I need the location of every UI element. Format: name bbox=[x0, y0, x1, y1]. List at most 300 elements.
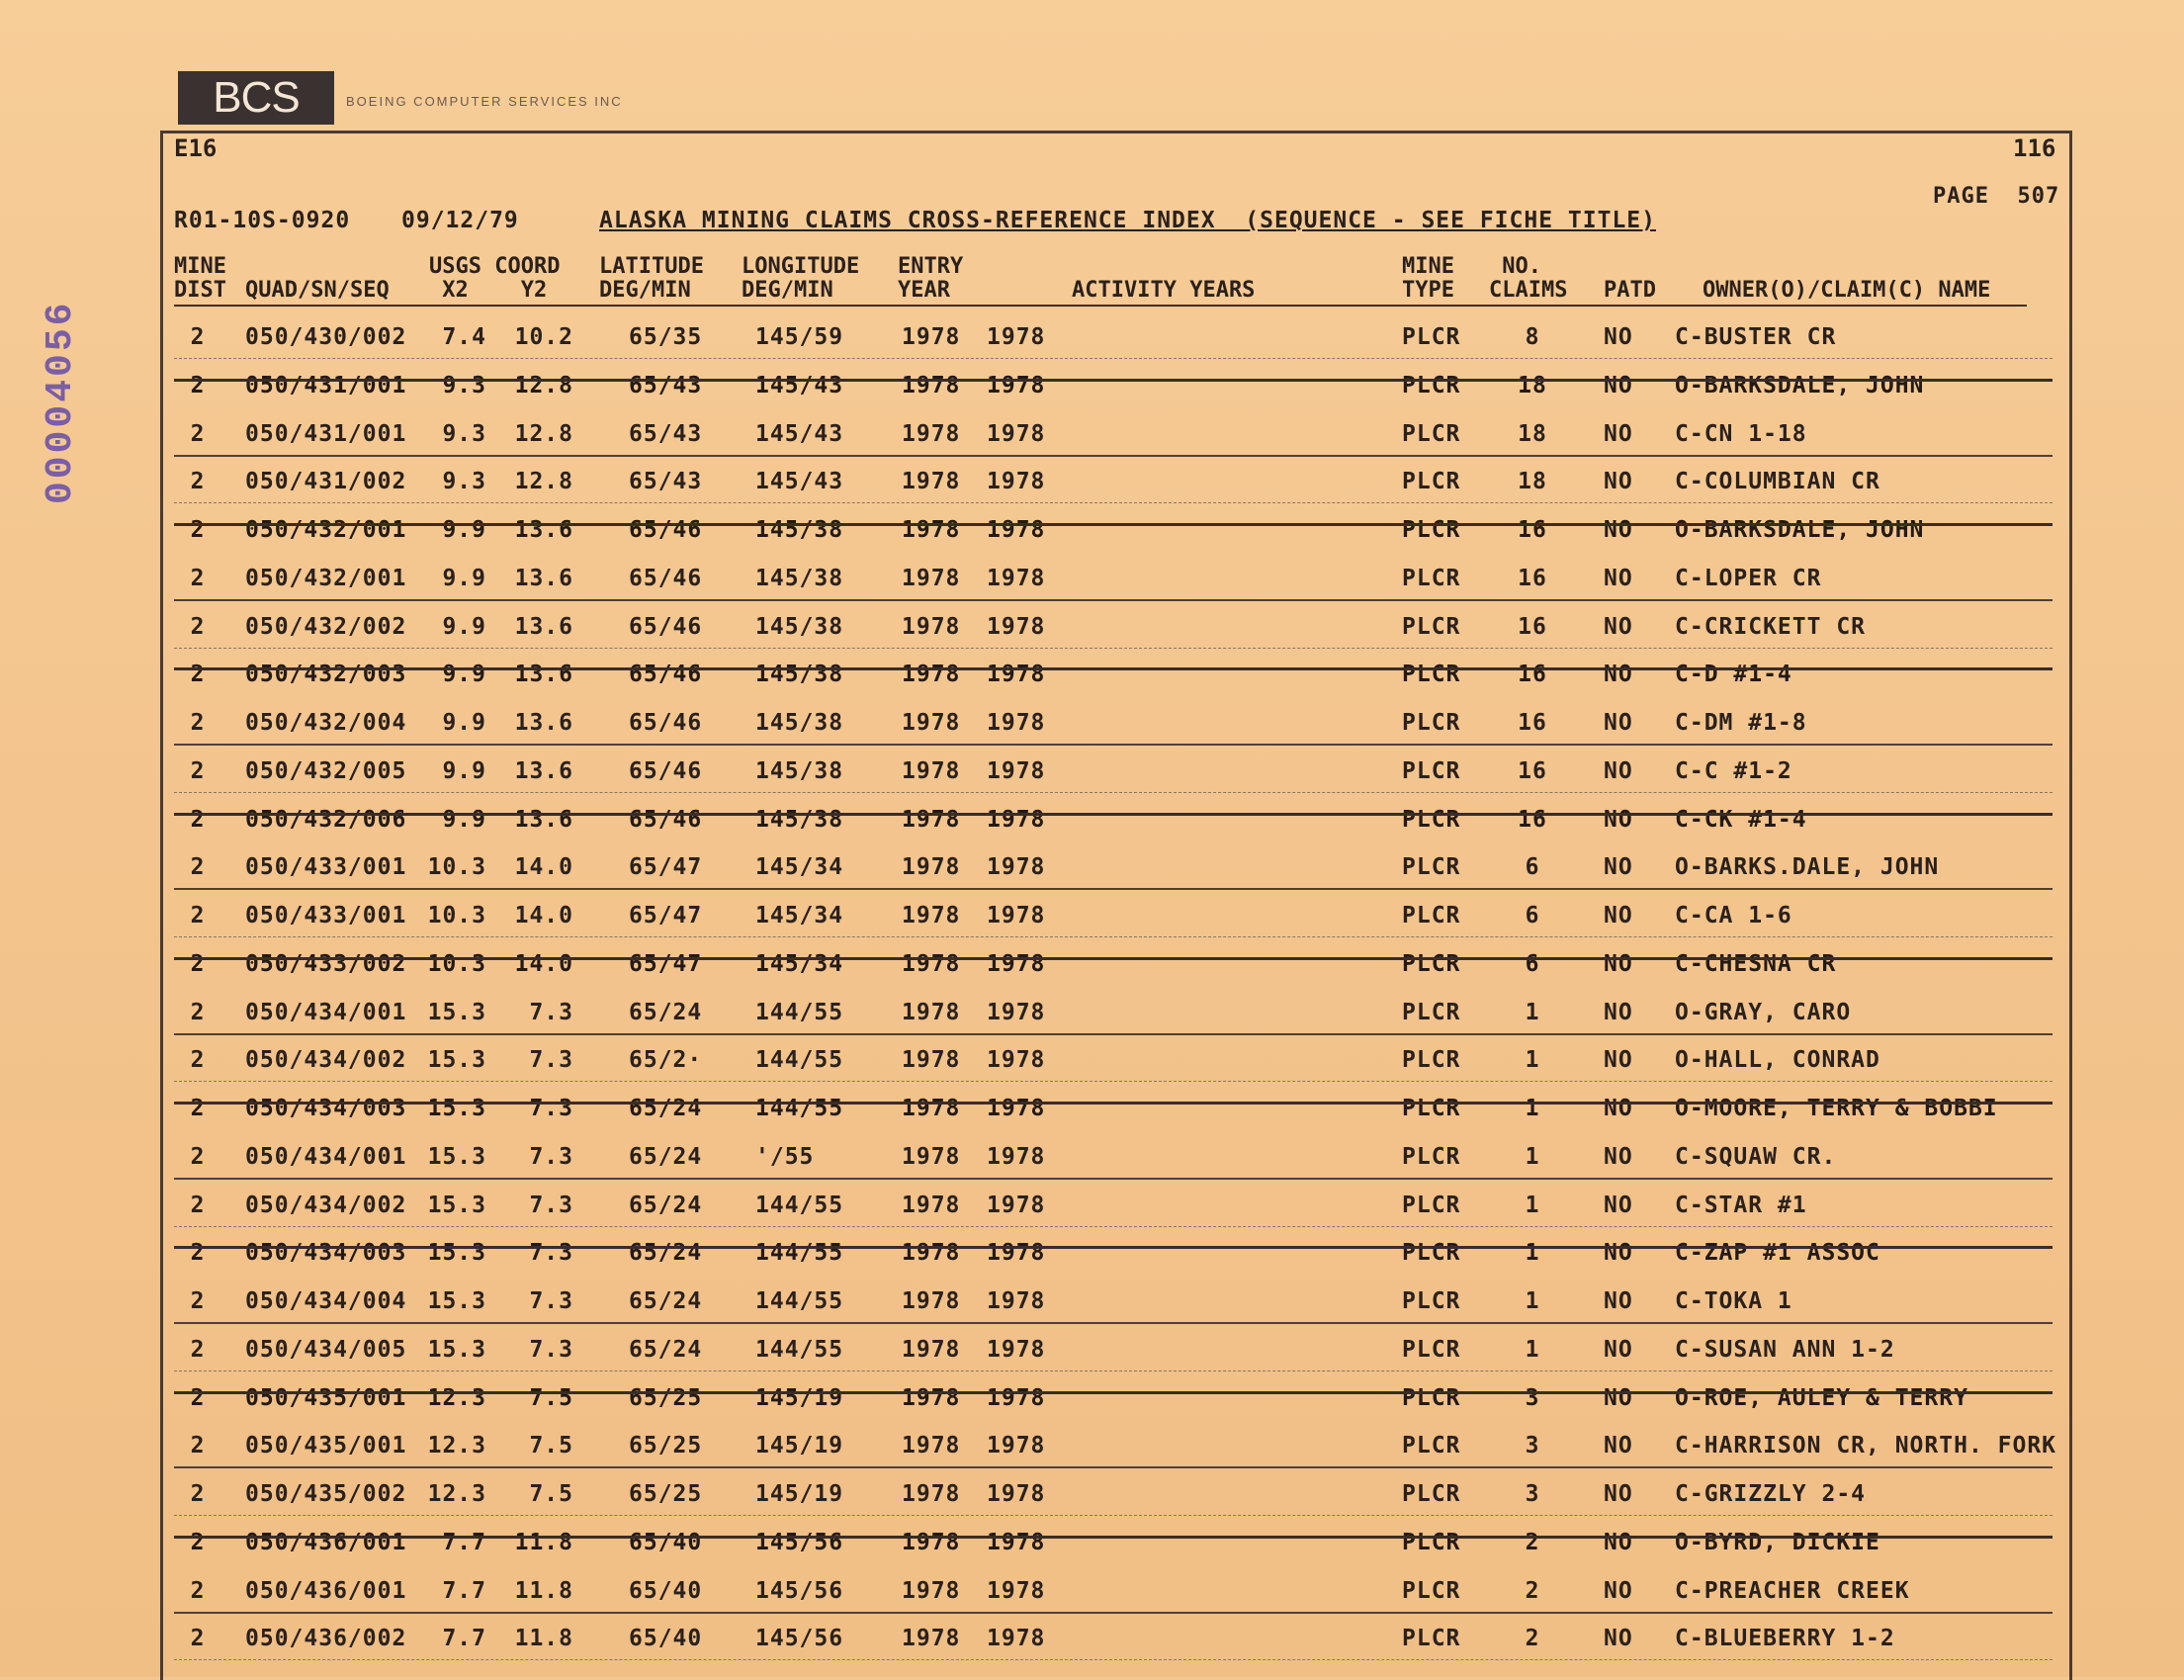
activity-year-cell: 1978 bbox=[987, 1626, 1046, 1652]
mine-type-cell: PLCR bbox=[1402, 1096, 1461, 1121]
bcs-logo-subtext: BOEING COMPUTER SERVICES INC bbox=[346, 94, 623, 109]
row-rule bbox=[174, 1226, 2053, 1227]
table-row bbox=[0, 990, 2184, 1037]
entry-year-cell: 1978 bbox=[902, 517, 961, 543]
longitude-cell: 145/38 bbox=[755, 757, 844, 784]
patd-cell: NO bbox=[1604, 324, 1633, 350]
mine-dist-cell: 2 bbox=[190, 1529, 206, 1555]
row-rule bbox=[174, 1612, 2053, 1614]
patd-cell: NO bbox=[1604, 854, 1633, 881]
strikethrough-rule bbox=[174, 957, 2053, 960]
patd-cell: NO bbox=[1604, 950, 1633, 977]
patd-cell: NO bbox=[1604, 1288, 1633, 1314]
usgs-y2-cell: 7.5 bbox=[529, 1433, 573, 1459]
usgs-y2-cell: 13.6 bbox=[514, 613, 573, 640]
mine-dist-cell: 2 bbox=[190, 1577, 206, 1604]
usgs-y2-cell: 7.3 bbox=[529, 1288, 573, 1314]
activity-year-cell: 1978 bbox=[987, 1384, 1046, 1411]
claims-cell: 3 bbox=[1525, 1481, 1540, 1507]
longitude-cell: '/55 bbox=[755, 1143, 815, 1170]
mine-dist-cell: 2 bbox=[190, 1336, 206, 1363]
longitude-cell: 145/38 bbox=[755, 710, 844, 736]
owner-claim-name-cell: C-BLUEBERRY 1-2 bbox=[1675, 1626, 1895, 1652]
quad-cell: 050/434/001 bbox=[245, 999, 407, 1025]
table-row bbox=[0, 844, 2184, 892]
quad-cell: 050/430/002 bbox=[245, 324, 407, 350]
mine-dist-cell: 2 bbox=[190, 613, 206, 640]
col-usgs-coord: USGS COORD X2 Y2 bbox=[429, 254, 561, 303]
latitude-cell: 65/43 bbox=[629, 469, 703, 495]
mine-type-cell: PLCR bbox=[1402, 1626, 1461, 1652]
owner-claim-name-cell: O-BARKSDALE, JOHN bbox=[1675, 372, 1925, 398]
fiche-corner-left: E16 bbox=[174, 134, 218, 162]
table-row bbox=[0, 1134, 2184, 1182]
mine-dist-cell: 2 bbox=[190, 1626, 206, 1652]
col-latitude: LATITUDE DEG/MIN bbox=[599, 254, 704, 303]
row-rule bbox=[174, 358, 2053, 359]
patd-cell: NO bbox=[1604, 1143, 1633, 1170]
activity-year-cell: 1978 bbox=[987, 1143, 1046, 1170]
longitude-cell: 144/55 bbox=[755, 1288, 844, 1314]
longitude-cell: 145/19 bbox=[755, 1481, 844, 1507]
owner-claim-name-cell: C-SQUAW CR. bbox=[1675, 1143, 1837, 1170]
patd-cell: NO bbox=[1604, 1384, 1633, 1411]
mine-dist-cell: 2 bbox=[190, 999, 206, 1025]
activity-year-cell: 1978 bbox=[987, 950, 1046, 977]
quad-cell: 050/431/001 bbox=[245, 372, 407, 398]
latitude-cell: 65/40 bbox=[629, 1626, 703, 1652]
entry-year-cell: 1978 bbox=[902, 806, 961, 833]
mine-type-cell: PLCR bbox=[1402, 1288, 1461, 1314]
latitude-cell: 65/47 bbox=[629, 950, 703, 977]
patd-cell: NO bbox=[1604, 999, 1633, 1025]
mine-type-cell: PLCR bbox=[1402, 662, 1461, 688]
table-row bbox=[0, 797, 2184, 844]
document-stamp-number: 00004056 bbox=[40, 300, 82, 504]
owner-claim-name-cell: C-TOKA 1 bbox=[1675, 1288, 1792, 1314]
owner-claim-name-cell: C-PREACHER CREEK bbox=[1675, 1577, 1910, 1604]
mine-dist-cell: 2 bbox=[190, 1047, 206, 1074]
table-row bbox=[0, 1471, 2184, 1519]
claims-cell: 6 bbox=[1525, 950, 1540, 977]
table-row bbox=[0, 314, 2184, 362]
mine-dist-cell: 2 bbox=[190, 1143, 206, 1170]
activity-year-cell: 1978 bbox=[987, 1481, 1046, 1507]
mine-type-cell: PLCR bbox=[1402, 854, 1461, 881]
claims-cell: 16 bbox=[1518, 565, 1547, 591]
usgs-x2-cell: 9.3 bbox=[442, 372, 486, 398]
mine-type-cell: PLCR bbox=[1402, 999, 1461, 1025]
col-owner-claim-name: OWNER(O)/CLAIM(C) NAME bbox=[1703, 278, 1991, 303]
patd-cell: NO bbox=[1604, 662, 1633, 688]
report-title: ALASKA MINING CLAIMS CROSS-REFERENCE INDEX (SEQUENCE - SEE FICHE TITLE) bbox=[599, 208, 1656, 233]
quad-cell: 050/436/002 bbox=[245, 1626, 407, 1652]
patd-cell: NO bbox=[1604, 1481, 1633, 1507]
claims-cell: 16 bbox=[1518, 757, 1547, 784]
owner-claim-name-cell: C-ZAP #1 ASSOC bbox=[1675, 1240, 1880, 1267]
mine-type-cell: PLCR bbox=[1402, 1240, 1461, 1267]
table-row bbox=[0, 1375, 2184, 1423]
claims-cell: 1 bbox=[1525, 999, 1540, 1025]
latitude-cell: 65/46 bbox=[629, 613, 703, 640]
activity-year-cell: 1978 bbox=[987, 469, 1046, 495]
owner-claim-name-cell: C-CRICKETT CR bbox=[1675, 613, 1867, 640]
mine-dist-cell: 2 bbox=[190, 710, 206, 736]
activity-year-cell: 1978 bbox=[987, 1096, 1046, 1121]
usgs-x2-cell: 15.3 bbox=[427, 1240, 486, 1267]
claims-cell: 1 bbox=[1525, 1288, 1540, 1314]
report-date: 09/12/79 bbox=[401, 208, 519, 233]
longitude-cell: 144/55 bbox=[755, 1336, 844, 1363]
usgs-y2-cell: 13.6 bbox=[514, 710, 573, 736]
quad-cell: 050/432/004 bbox=[245, 710, 407, 736]
row-rule bbox=[174, 1659, 2053, 1660]
col-activity-years: ACTIVITY YEARS bbox=[1072, 278, 1256, 303]
patd-cell: NO bbox=[1604, 420, 1633, 447]
owner-claim-name-cell: C-CHESNA CR bbox=[1675, 950, 1837, 977]
patd-cell: NO bbox=[1604, 1529, 1633, 1555]
mine-type-cell: PLCR bbox=[1402, 806, 1461, 833]
entry-year-cell: 1978 bbox=[902, 950, 961, 977]
latitude-cell: 65/46 bbox=[629, 662, 703, 688]
longitude-cell: 145/19 bbox=[755, 1433, 844, 1459]
col-quad: QUAD/SN/SEQ bbox=[245, 278, 390, 303]
quad-cell: 050/433/001 bbox=[245, 854, 407, 881]
quad-cell: 050/433/002 bbox=[245, 950, 407, 977]
usgs-y2-cell: 13.6 bbox=[514, 757, 573, 784]
longitude-cell: 144/55 bbox=[755, 1096, 844, 1121]
longitude-cell: 145/56 bbox=[755, 1626, 844, 1652]
usgs-x2-cell: 10.3 bbox=[427, 854, 486, 881]
row-rule bbox=[174, 744, 2053, 746]
latitude-cell: 65/46 bbox=[629, 710, 703, 736]
mine-dist-cell: 2 bbox=[190, 324, 206, 350]
activity-year-cell: 1978 bbox=[987, 757, 1046, 784]
patd-cell: NO bbox=[1604, 517, 1633, 543]
activity-year-cell: 1978 bbox=[987, 999, 1046, 1025]
entry-year-cell: 1978 bbox=[902, 372, 961, 398]
header-rule bbox=[174, 305, 2027, 307]
entry-year-cell: 1978 bbox=[902, 1096, 961, 1121]
claims-cell: 8 bbox=[1525, 324, 1540, 350]
mine-dist-cell: 2 bbox=[190, 806, 206, 833]
patd-cell: NO bbox=[1604, 757, 1633, 784]
patd-cell: NO bbox=[1604, 1192, 1633, 1218]
quad-cell: 050/434/005 bbox=[245, 1336, 407, 1363]
claims-cell: 1 bbox=[1525, 1336, 1540, 1363]
owner-claim-name-cell: O-MOORE, TERRY & BOBBI bbox=[1675, 1096, 1998, 1121]
quad-cell: 050/434/003 bbox=[245, 1096, 407, 1121]
latitude-cell: 65/25 bbox=[629, 1481, 703, 1507]
entry-year-cell: 1978 bbox=[902, 662, 961, 688]
row-rule bbox=[174, 792, 2053, 793]
longitude-cell: 145/56 bbox=[755, 1577, 844, 1604]
fiche-corner-right: 116 bbox=[2013, 134, 2056, 162]
entry-year-cell: 1978 bbox=[902, 1433, 961, 1459]
claims-cell: 2 bbox=[1525, 1577, 1540, 1604]
quad-cell: 050/436/001 bbox=[245, 1577, 407, 1604]
usgs-y2-cell: 14.0 bbox=[514, 903, 573, 928]
table-row bbox=[0, 1616, 2184, 1663]
owner-claim-name-cell: C-HARRISON CR, NORTH. FORK bbox=[1675, 1433, 2057, 1459]
claims-cell: 3 bbox=[1525, 1384, 1540, 1411]
mine-type-cell: PLCR bbox=[1402, 1192, 1461, 1218]
activity-year-cell: 1978 bbox=[987, 613, 1046, 640]
table-row bbox=[0, 1230, 2184, 1278]
bcs-logo: BCS bbox=[178, 71, 334, 125]
quad-cell: 050/433/001 bbox=[245, 903, 407, 928]
longitude-cell: 145/34 bbox=[755, 854, 844, 881]
usgs-y2-cell: 7.3 bbox=[529, 1240, 573, 1267]
strikethrough-rule bbox=[174, 1391, 2053, 1394]
strikethrough-rule bbox=[174, 1536, 2053, 1539]
mine-type-cell: PLCR bbox=[1402, 1143, 1461, 1170]
usgs-y2-cell: 12.8 bbox=[514, 469, 573, 495]
col-patd: PATD bbox=[1604, 278, 1656, 303]
usgs-x2-cell: 9.9 bbox=[442, 517, 486, 543]
page-label: PAGE bbox=[1933, 184, 1989, 209]
quad-cell: 050/431/002 bbox=[245, 469, 407, 495]
latitude-cell: 65/46 bbox=[629, 517, 703, 543]
mine-type-cell: PLCR bbox=[1402, 1433, 1461, 1459]
mine-type-cell: PLCR bbox=[1402, 613, 1461, 640]
entry-year-cell: 1978 bbox=[902, 1143, 961, 1170]
longitude-cell: 144/55 bbox=[755, 1192, 844, 1218]
latitude-cell: 65/40 bbox=[629, 1529, 703, 1555]
table-row bbox=[0, 700, 2184, 748]
owner-claim-name-cell: C-COLUMBIAN CR bbox=[1675, 469, 1880, 495]
latitude-cell: 65/35 bbox=[629, 324, 703, 350]
activity-year-cell: 1978 bbox=[987, 1433, 1046, 1459]
table-row bbox=[0, 1520, 2184, 1567]
usgs-x2-cell: 15.3 bbox=[427, 1336, 486, 1363]
usgs-y2-cell: 13.6 bbox=[514, 806, 573, 833]
activity-year-cell: 1978 bbox=[987, 710, 1046, 736]
usgs-y2-cell: 7.5 bbox=[529, 1481, 573, 1507]
entry-year-cell: 1978 bbox=[902, 324, 961, 350]
table-row bbox=[0, 1327, 2184, 1374]
owner-claim-name-cell: O-GRAY, CARO bbox=[1675, 999, 1852, 1025]
quad-cell: 050/432/003 bbox=[245, 662, 407, 688]
mine-dist-cell: 2 bbox=[190, 1096, 206, 1121]
mine-type-cell: PLCR bbox=[1402, 1336, 1461, 1363]
claims-cell: 16 bbox=[1518, 806, 1547, 833]
table-row bbox=[0, 652, 2184, 699]
usgs-x2-cell: 7.4 bbox=[442, 324, 486, 350]
usgs-x2-cell: 15.3 bbox=[427, 1096, 486, 1121]
table-row bbox=[0, 411, 2184, 459]
mine-dist-cell: 2 bbox=[190, 662, 206, 688]
activity-year-cell: 1978 bbox=[987, 324, 1046, 350]
table-row bbox=[0, 749, 2184, 796]
table-row bbox=[0, 893, 2184, 940]
longitude-cell: 145/43 bbox=[755, 420, 844, 447]
mine-dist-cell: 2 bbox=[190, 420, 206, 447]
usgs-y2-cell: 13.6 bbox=[514, 565, 573, 591]
activity-year-cell: 1978 bbox=[987, 903, 1046, 928]
latitude-cell: 65/46 bbox=[629, 806, 703, 833]
page-indicator bbox=[1933, 184, 2059, 209]
quad-cell: 050/431/001 bbox=[245, 420, 407, 447]
strikethrough-rule bbox=[174, 1246, 2053, 1249]
owner-claim-name-cell: C-CK #1-4 bbox=[1675, 806, 1807, 833]
row-rule bbox=[174, 1033, 2053, 1035]
entry-year-cell: 1978 bbox=[902, 999, 961, 1025]
patd-cell: NO bbox=[1604, 372, 1633, 398]
patd-cell: NO bbox=[1604, 1336, 1633, 1363]
entry-year-cell: 1978 bbox=[902, 1288, 961, 1314]
patd-cell: NO bbox=[1604, 1047, 1633, 1074]
quad-cell: 050/435/001 bbox=[245, 1384, 407, 1411]
entry-year-cell: 1978 bbox=[902, 1047, 961, 1074]
mine-dist-cell: 2 bbox=[190, 1192, 206, 1218]
row-rule bbox=[174, 648, 2053, 649]
usgs-y2-cell: 7.3 bbox=[529, 1096, 573, 1121]
usgs-y2-cell: 10.2 bbox=[514, 324, 573, 350]
mine-type-cell: PLCR bbox=[1402, 565, 1461, 591]
mine-type-cell: PLCR bbox=[1402, 710, 1461, 736]
quad-cell: 050/432/005 bbox=[245, 757, 407, 784]
row-rule bbox=[174, 455, 2053, 457]
longitude-cell: 145/43 bbox=[755, 469, 844, 495]
usgs-x2-cell: 9.3 bbox=[442, 420, 486, 447]
table-row bbox=[0, 1423, 2184, 1470]
mine-dist-cell: 2 bbox=[190, 517, 206, 543]
col-mine-dist: MINE DIST bbox=[174, 254, 226, 303]
page-number: 507 bbox=[2017, 184, 2060, 209]
owner-claim-name-cell: C-CA 1-6 bbox=[1675, 903, 1792, 928]
mine-dist-cell: 2 bbox=[190, 1384, 206, 1411]
row-rule bbox=[174, 502, 2053, 503]
usgs-x2-cell: 10.3 bbox=[427, 950, 486, 977]
longitude-cell: 145/38 bbox=[755, 565, 844, 591]
mine-type-cell: PLCR bbox=[1402, 1481, 1461, 1507]
strikethrough-rule bbox=[174, 379, 2053, 382]
entry-year-cell: 1978 bbox=[902, 1192, 961, 1218]
entry-year-cell: 1978 bbox=[902, 710, 961, 736]
owner-claim-name-cell: C-DM #1-8 bbox=[1675, 710, 1807, 736]
usgs-y2-cell: 11.8 bbox=[514, 1529, 573, 1555]
latitude-cell: 65/47 bbox=[629, 854, 703, 881]
longitude-cell: 145/38 bbox=[755, 806, 844, 833]
entry-year-cell: 1978 bbox=[902, 565, 961, 591]
usgs-y2-cell: 7.3 bbox=[529, 1143, 573, 1170]
patd-cell: NO bbox=[1604, 1240, 1633, 1267]
entry-year-cell: 1978 bbox=[902, 613, 961, 640]
row-rule bbox=[174, 1081, 2053, 1082]
entry-year-cell: 1978 bbox=[902, 1240, 961, 1267]
entry-year-cell: 1978 bbox=[902, 469, 961, 495]
mine-dist-cell: 2 bbox=[190, 565, 206, 591]
longitude-cell: 145/43 bbox=[755, 372, 844, 398]
usgs-y2-cell: 11.8 bbox=[514, 1577, 573, 1604]
longitude-cell: 145/19 bbox=[755, 1384, 844, 1411]
entry-year-cell: 1978 bbox=[902, 1336, 961, 1363]
entry-year-cell: 1978 bbox=[902, 420, 961, 447]
longitude-cell: 144/55 bbox=[755, 1047, 844, 1074]
table-row bbox=[0, 507, 2184, 555]
col-claims: NO. CLAIMS bbox=[1489, 254, 1568, 303]
owner-claim-name-cell: C-BUSTER CR bbox=[1675, 324, 1837, 350]
latitude-cell: 65/46 bbox=[629, 565, 703, 591]
usgs-x2-cell: 9.9 bbox=[442, 806, 486, 833]
table-row bbox=[0, 556, 2184, 603]
table-row bbox=[0, 941, 2184, 989]
latitude-cell: 65/2· bbox=[629, 1047, 703, 1074]
entry-year-cell: 1978 bbox=[902, 1481, 961, 1507]
row-rule bbox=[174, 1178, 2053, 1180]
table-row bbox=[0, 1568, 2184, 1616]
patd-cell: NO bbox=[1604, 613, 1633, 640]
usgs-x2-cell: 9.9 bbox=[442, 613, 486, 640]
mine-type-cell: PLCR bbox=[1402, 517, 1461, 543]
latitude-cell: 65/43 bbox=[629, 372, 703, 398]
activity-year-cell: 1978 bbox=[987, 1047, 1046, 1074]
claims-cell: 16 bbox=[1518, 613, 1547, 640]
mine-dist-cell: 2 bbox=[190, 1433, 206, 1459]
entry-year-cell: 1978 bbox=[902, 854, 961, 881]
longitude-cell: 144/55 bbox=[755, 999, 844, 1025]
quad-cell: 050/432/001 bbox=[245, 565, 407, 591]
claims-cell: 2 bbox=[1525, 1626, 1540, 1652]
latitude-cell: 65/24 bbox=[629, 1240, 703, 1267]
usgs-y2-cell: 14.0 bbox=[514, 950, 573, 977]
mine-dist-cell: 2 bbox=[190, 1481, 206, 1507]
activity-year-cell: 1978 bbox=[987, 565, 1046, 591]
mine-dist-cell: 2 bbox=[190, 1240, 206, 1267]
report-id: R01-10S-0920 bbox=[174, 208, 351, 233]
usgs-x2-cell: 9.9 bbox=[442, 757, 486, 784]
activity-year-cell: 1978 bbox=[987, 1240, 1046, 1267]
usgs-x2-cell: 15.3 bbox=[427, 1047, 486, 1074]
claims-cell: 1 bbox=[1525, 1047, 1540, 1074]
activity-year-cell: 1978 bbox=[987, 1288, 1046, 1314]
entry-year-cell: 1978 bbox=[902, 757, 961, 784]
patd-cell: NO bbox=[1604, 1577, 1633, 1604]
owner-claim-name-cell: C-SUSAN ANN 1-2 bbox=[1675, 1336, 1895, 1363]
longitude-cell: 145/56 bbox=[755, 1529, 844, 1555]
longitude-cell: 145/38 bbox=[755, 517, 844, 543]
latitude-cell: 65/47 bbox=[629, 903, 703, 928]
usgs-y2-cell: 12.8 bbox=[514, 420, 573, 447]
latitude-cell: 65/24 bbox=[629, 1288, 703, 1314]
usgs-x2-cell: 9.9 bbox=[442, 710, 486, 736]
usgs-x2-cell: 12.3 bbox=[427, 1481, 486, 1507]
quad-cell: 050/434/001 bbox=[245, 1143, 407, 1170]
col-longitude: LONGITUDE DEG/MIN bbox=[742, 254, 860, 303]
patd-cell: NO bbox=[1604, 1096, 1633, 1121]
table-row bbox=[0, 363, 2184, 410]
claims-cell: 3 bbox=[1525, 1433, 1540, 1459]
mine-dist-cell: 2 bbox=[190, 372, 206, 398]
usgs-x2-cell: 15.3 bbox=[427, 1192, 486, 1218]
claims-cell: 1 bbox=[1525, 1240, 1540, 1267]
usgs-y2-cell: 7.3 bbox=[529, 1047, 573, 1074]
quad-cell: 050/435/002 bbox=[245, 1481, 407, 1507]
activity-year-cell: 1978 bbox=[987, 372, 1046, 398]
activity-year-cell: 1978 bbox=[987, 420, 1046, 447]
quad-cell: 050/432/001 bbox=[245, 517, 407, 543]
mine-dist-cell: 2 bbox=[190, 469, 206, 495]
usgs-x2-cell: 7.7 bbox=[442, 1626, 486, 1652]
mine-type-cell: PLCR bbox=[1402, 1047, 1461, 1074]
usgs-y2-cell: 7.3 bbox=[529, 1336, 573, 1363]
claims-cell: 1 bbox=[1525, 1096, 1540, 1121]
usgs-x2-cell: 15.3 bbox=[427, 999, 486, 1025]
entry-year-cell: 1978 bbox=[902, 903, 961, 928]
claims-cell: 18 bbox=[1518, 469, 1547, 495]
mine-type-cell: PLCR bbox=[1402, 372, 1461, 398]
